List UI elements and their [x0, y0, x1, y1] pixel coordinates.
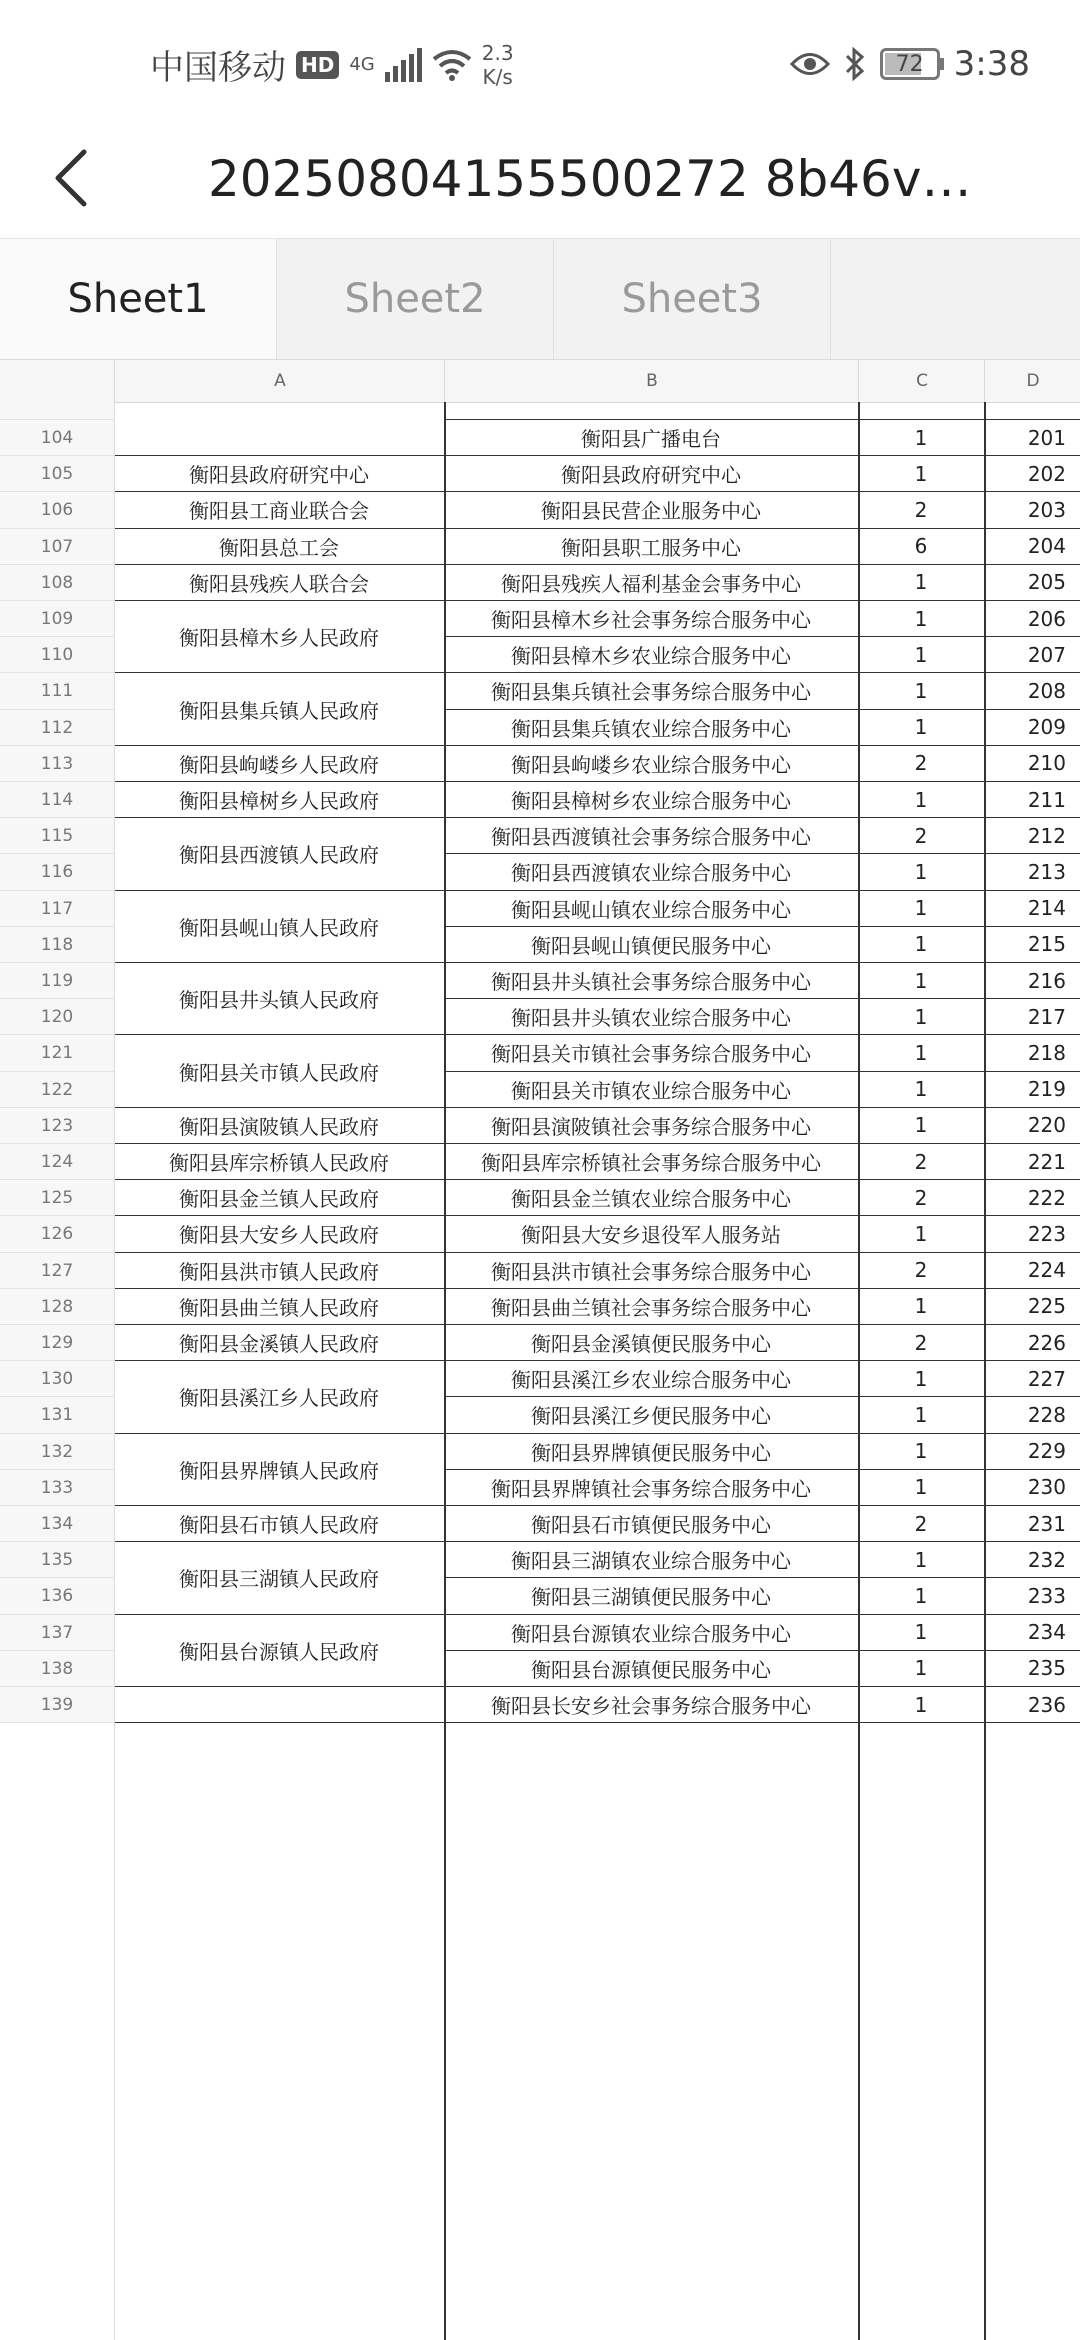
column-header-b[interactable]: B	[444, 360, 859, 402]
row-number[interactable]: 116	[0, 854, 114, 890]
column-header-c[interactable]: C	[858, 360, 985, 402]
table-cell-c[interactable]: 1	[858, 782, 984, 818]
merged-cell-a[interactable]: 衡阳县界牌镇人民政府	[114, 1434, 444, 1506]
table-cell-d[interactable]: 221	[984, 1144, 1080, 1180]
row-number[interactable]: 129	[0, 1325, 114, 1361]
merged-cell-a[interactable]: 衡阳县樟树乡人民政府	[114, 782, 444, 818]
table-cell-c[interactable]: 1	[858, 1542, 984, 1578]
table-cell-b[interactable]: 衡阳县政府研究中心	[444, 456, 858, 492]
battery-level: 72	[895, 51, 924, 77]
table-cell-b[interactable]: 衡阳县界牌镇便民服务中心	[444, 1434, 858, 1470]
merged-cell-a[interactable]: 衡阳县岘山镇人民政府	[114, 891, 444, 963]
table-cell-d[interactable]: 208	[984, 673, 1080, 709]
row-number[interactable]: 133	[0, 1470, 114, 1506]
row-number[interactable]: 132	[0, 1434, 114, 1470]
row-number[interactable]: 138	[0, 1651, 114, 1687]
row-number[interactable]: 125	[0, 1180, 114, 1216]
table-cell-b[interactable]: 衡阳县石市镇便民服务中心	[444, 1506, 858, 1542]
table-cell-c[interactable]: 2	[858, 1253, 984, 1289]
table-cell-b[interactable]: 衡阳县岣嵝乡农业综合服务中心	[444, 746, 858, 782]
table-cell-d[interactable]: 207	[984, 637, 1080, 673]
table-cell-b[interactable]: 衡阳县职工服务中心	[444, 529, 858, 565]
carrier-label: 中国移动	[150, 48, 286, 88]
table-cell-c[interactable]: 1	[858, 1578, 984, 1614]
row-number[interactable]: 104	[0, 420, 114, 456]
tab-sheet2[interactable]: Sheet2	[277, 239, 554, 359]
table-cell-b[interactable]	[444, 402, 858, 420]
status-bar	[0, 0, 1080, 120]
table-cell-d[interactable]: 211	[984, 782, 1080, 818]
table-cell-d[interactable]: 230	[984, 1470, 1080, 1506]
row-number[interactable]: 122	[0, 1072, 114, 1108]
gridline-b-left	[444, 402, 446, 2340]
table-cell-b[interactable]: 衡阳县台源镇便民服务中心	[444, 1651, 858, 1687]
table-cell-c[interactable]: 2	[858, 1144, 984, 1180]
row-number[interactable]: 119	[0, 963, 114, 999]
table-cell-c[interactable]: 1	[858, 1434, 984, 1470]
row-number[interactable]: 112	[0, 710, 114, 746]
wifi-icon	[432, 49, 472, 81]
row-number[interactable]: 124	[0, 1144, 114, 1180]
table-cell-c[interactable]: 1	[858, 1397, 984, 1433]
table-cell-d[interactable]: 205	[984, 565, 1080, 601]
table-cell-b[interactable]: 衡阳县金兰镇农业综合服务中心	[444, 1180, 858, 1216]
row-number[interactable]: 113	[0, 746, 114, 782]
table-cell-b[interactable]: 衡阳县三湖镇农业综合服务中心	[444, 1542, 858, 1578]
gridline-c-left	[858, 402, 860, 2340]
table-cell-b[interactable]: 衡阳县西渡镇社会事务综合服务中心	[444, 818, 858, 854]
row-number[interactable]: 105	[0, 456, 114, 492]
table-cell-b[interactable]: 衡阳县金溪镇便民服务中心	[444, 1325, 858, 1361]
corner-cell[interactable]	[0, 360, 114, 402]
merged-cell-a[interactable]: 衡阳县总工会	[114, 529, 444, 565]
table-cell-d[interactable]: 201	[984, 420, 1080, 456]
table-cell-c[interactable]: 1	[858, 710, 984, 746]
merged-cell-a[interactable]: 衡阳县集兵镇人民政府	[114, 673, 444, 745]
merged-cell-a[interactable]: 衡阳县樟木乡人民政府	[114, 601, 444, 673]
table-cell-d[interactable]: 217	[984, 999, 1080, 1035]
merged-cell-a[interactable]: 衡阳县溪江乡人民政府	[114, 1361, 444, 1433]
table-cell-b[interactable]: 衡阳县井头镇农业综合服务中心	[444, 999, 858, 1035]
table-cell-b[interactable]: 衡阳县樟木乡社会事务综合服务中心	[444, 601, 858, 637]
table-cell-b[interactable]: 衡阳县残疾人福利基金会事务中心	[444, 565, 858, 601]
table-cell-b[interactable]: 衡阳县集兵镇农业综合服务中心	[444, 710, 858, 746]
table-cell-c[interactable]: 1	[858, 999, 984, 1035]
table-cell-d[interactable]: 206	[984, 601, 1080, 637]
table-cell-c[interactable]: 2	[858, 1180, 984, 1216]
table-cell-b[interactable]: 衡阳县台源镇农业综合服务中心	[444, 1615, 858, 1651]
row-number[interactable]: 117	[0, 891, 114, 927]
battery-icon	[880, 48, 940, 80]
clock: 3:38	[953, 44, 1030, 84]
row-number[interactable]: 120	[0, 999, 114, 1035]
table-cell-d[interactable]: 218	[984, 1035, 1080, 1071]
table-cell-b[interactable]: 衡阳县民营企业服务中心	[444, 492, 858, 528]
table-cell-b[interactable]: 衡阳县溪江乡便民服务中心	[444, 1397, 858, 1433]
table-cell-d[interactable]: 213	[984, 854, 1080, 890]
table-cell-c[interactable]: 1	[858, 854, 984, 890]
column-header-row	[0, 360, 1080, 403]
merged-cell-a[interactable]: 衡阳县关市镇人民政府	[114, 1035, 444, 1107]
table-cell-b[interactable]: 衡阳县三湖镇便民服务中心	[444, 1578, 858, 1614]
merged-cell-a[interactable]: 衡阳县三湖镇人民政府	[114, 1542, 444, 1614]
table-cell-c[interactable]: 1	[858, 456, 984, 492]
table-cell-b[interactable]: 衡阳县关市镇农业综合服务中心	[444, 1072, 858, 1108]
table-cell-d[interactable]: 219	[984, 1072, 1080, 1108]
row-number[interactable]: 135	[0, 1542, 114, 1578]
net-speed	[482, 41, 514, 89]
table-cell-d[interactable]: 224	[984, 1253, 1080, 1289]
table-cell-b[interactable]: 衡阳县樟树乡农业综合服务中心	[444, 782, 858, 818]
file-title: 20250804155500272 8b46v…	[208, 150, 972, 208]
row-number[interactable]: 106	[0, 492, 114, 528]
row-number[interactable]: 107	[0, 529, 114, 565]
table-cell-d[interactable]: 220	[984, 1108, 1080, 1144]
row-number[interactable]: 130	[0, 1361, 114, 1397]
table-cell-d[interactable]: 226	[984, 1325, 1080, 1361]
table-cell-b[interactable]: 衡阳县樟木乡农业综合服务中心	[444, 637, 858, 673]
merged-cell-a[interactable]: 衡阳县井头镇人民政府	[114, 963, 444, 1035]
table-cell-d[interactable]: 203	[984, 492, 1080, 528]
row-number[interactable]: 134	[0, 1506, 114, 1542]
speed-unit: K/s	[482, 64, 513, 89]
hd-badge: HD	[296, 51, 339, 79]
table-cell-b[interactable]: 衡阳县大安乡退役军人服务站	[444, 1216, 858, 1252]
table-cell-c[interactable]: 2	[858, 818, 984, 854]
row-number[interactable]: 118	[0, 927, 114, 963]
table-cell-d[interactable]: 222	[984, 1180, 1080, 1216]
merged-cell-a[interactable]: 衡阳县石市镇人民政府	[114, 1506, 444, 1542]
table-cell-d[interactable]: 215	[984, 927, 1080, 963]
table-cell-d[interactable]: 202	[984, 456, 1080, 492]
gridline-a-left	[114, 402, 115, 2340]
merged-cell-a[interactable]	[114, 1687, 444, 1723]
table-cell-b[interactable]: 衡阳县关市镇社会事务综合服务中心	[444, 1035, 858, 1071]
table-cell-c[interactable]: 1	[858, 963, 984, 999]
table-cell-b[interactable]: 衡阳县洪市镇社会事务综合服务中心	[444, 1253, 858, 1289]
row-number[interactable]: 111	[0, 673, 114, 709]
bluetooth-icon	[844, 47, 866, 81]
table-cell-b[interactable]: 衡阳县集兵镇社会事务综合服务中心	[444, 673, 858, 709]
table-cell-c[interactable]: 1	[858, 891, 984, 927]
row-number[interactable]: 108	[0, 565, 114, 601]
table-cell-c[interactable]: 1	[858, 637, 984, 673]
tab-sheet3[interactable]: Sheet3	[554, 239, 831, 359]
table-cell-c[interactable]: 2	[858, 1506, 984, 1542]
row-number[interactable]: 131	[0, 1397, 114, 1433]
merged-cell-a[interactable]: 衡阳县工商业联合会	[114, 492, 444, 528]
table-cell-c[interactable]: 1	[858, 1361, 984, 1397]
table-cell-c[interactable]: 6	[858, 529, 984, 565]
tab-sheet1[interactable]: Sheet1	[0, 239, 277, 359]
app-header	[0, 120, 1080, 239]
table-cell-c[interactable]: 2	[858, 1325, 984, 1361]
merged-cell-a[interactable]: 衡阳县西渡镇人民政府	[114, 818, 444, 890]
row-number[interactable]: 128	[0, 1289, 114, 1325]
table-cell-d[interactable]: 235	[984, 1651, 1080, 1687]
table-cell-d[interactable]: 234	[984, 1615, 1080, 1651]
eye-icon	[790, 51, 830, 77]
table-cell-b[interactable]: 衡阳县岘山镇便民服务中心	[444, 927, 858, 963]
row-number[interactable]: 139	[0, 1687, 114, 1723]
row-number[interactable]: 115	[0, 818, 114, 854]
row-number[interactable]	[0, 402, 114, 420]
row-number[interactable]: 110	[0, 637, 114, 673]
row-number[interactable]: 121	[0, 1035, 114, 1071]
table-cell-d[interactable]: 210	[984, 746, 1080, 782]
merged-cell-a[interactable]: 衡阳县曲兰镇人民政府	[114, 1289, 444, 1325]
table-cell-d[interactable]: 204	[984, 529, 1080, 565]
merged-cell-a[interactable]: 衡阳县演陂镇人民政府	[114, 1108, 444, 1144]
merged-cell-a[interactable]: 衡阳县台源镇人民政府	[114, 1615, 444, 1687]
table-cell-d[interactable]	[984, 402, 1080, 420]
merged-cell-a[interactable]	[114, 420, 444, 456]
table-cell-d[interactable]: 225	[984, 1289, 1080, 1325]
row-number[interactable]: 137	[0, 1615, 114, 1651]
table-cell-c[interactable]: 1	[858, 1108, 984, 1144]
gridline-d-left	[984, 402, 986, 2340]
table-cell-d[interactable]: 231	[984, 1506, 1080, 1542]
table-cell-c[interactable]: 2	[858, 492, 984, 528]
table-cell-c[interactable]: 1	[858, 673, 984, 709]
spreadsheet-grid[interactable]	[0, 402, 1080, 2340]
table-cell-c[interactable]: 1	[858, 420, 984, 456]
table-cell-d[interactable]: 216	[984, 963, 1080, 999]
table-cell-c[interactable]: 1	[858, 565, 984, 601]
table-cell-d[interactable]: 209	[984, 710, 1080, 746]
row-number[interactable]: 127	[0, 1253, 114, 1289]
table-cell-b[interactable]: 衡阳县西渡镇农业综合服务中心	[444, 854, 858, 890]
table-cell-b[interactable]: 衡阳县广播电台	[444, 420, 858, 456]
table-cell-c[interactable]: 1	[858, 1072, 984, 1108]
table-cell-c[interactable]: 1	[858, 601, 984, 637]
table-cell-b[interactable]: 衡阳县界牌镇社会事务综合服务中心	[444, 1470, 858, 1506]
merged-cell-a[interactable]: 衡阳县洪市镇人民政府	[114, 1253, 444, 1289]
table-cell-c[interactable]: 1	[858, 1035, 984, 1071]
row-number[interactable]: 123	[0, 1108, 114, 1144]
merged-cell-a[interactable]: 衡阳县金兰镇人民政府	[114, 1180, 444, 1216]
table-cell-b[interactable]: 衡阳县井头镇社会事务综合服务中心	[444, 963, 858, 999]
column-header-a[interactable]: A	[114, 360, 445, 402]
table-cell-b[interactable]: 衡阳县演陂镇社会事务综合服务中心	[444, 1108, 858, 1144]
table-cell-c[interactable]: 1	[858, 1651, 984, 1687]
sheet-tabs	[0, 239, 1080, 360]
merged-cell-a[interactable]: 衡阳县岣嵝乡人民政府	[114, 746, 444, 782]
table-cell-c[interactable]: 1	[858, 1687, 984, 1723]
table-cell-d[interactable]: 227	[984, 1361, 1080, 1397]
signal-icon	[385, 48, 422, 82]
table-cell-d[interactable]: 214	[984, 891, 1080, 927]
table-cell-b[interactable]: 衡阳县长安乡社会事务综合服务中心	[444, 1687, 858, 1723]
speed-value: 2.3	[481, 40, 514, 65]
status-right	[790, 44, 1030, 84]
row-number[interactable]: 109	[0, 601, 114, 637]
row-number[interactable]: 126	[0, 1216, 114, 1252]
table-cell-c[interactable]: 1	[858, 1615, 984, 1651]
table-cell-c[interactable]: 1	[858, 1289, 984, 1325]
merged-cell-a[interactable]: 衡阳县残疾人联合会	[114, 565, 444, 601]
status-left	[150, 40, 514, 89]
table-cell-d[interactable]: 228	[984, 1397, 1080, 1433]
table-cell-c[interactable]: 1	[858, 1470, 984, 1506]
network-type: 4G	[349, 53, 375, 75]
table-cell-d[interactable]: 229	[984, 1434, 1080, 1470]
merged-cell-a[interactable]: 衡阳县大安乡人民政府	[114, 1216, 444, 1252]
table-cell-d[interactable]: 236	[984, 1687, 1080, 1723]
table-cell-d[interactable]: 232	[984, 1542, 1080, 1578]
merged-cell-a[interactable]: 衡阳县政府研究中心	[114, 456, 444, 492]
table-cell-b[interactable]: 衡阳县岘山镇农业综合服务中心	[444, 891, 858, 927]
row-number[interactable]: 114	[0, 782, 114, 818]
table-cell-d[interactable]: 233	[984, 1578, 1080, 1614]
back-arrow-icon[interactable]	[48, 148, 98, 208]
merged-cell-a[interactable]: 衡阳县金溪镇人民政府	[114, 1325, 444, 1361]
table-cell-c[interactable]: 2	[858, 746, 984, 782]
table-cell-d[interactable]: 212	[984, 818, 1080, 854]
table-cell-c[interactable]: 1	[858, 1216, 984, 1252]
table-cell-c[interactable]: 1	[858, 927, 984, 963]
table-cell-b[interactable]: 衡阳县库宗桥镇社会事务综合服务中心	[444, 1144, 858, 1180]
column-header-d[interactable]: D	[984, 360, 1080, 402]
table-cell-b[interactable]: 衡阳县溪江乡农业综合服务中心	[444, 1361, 858, 1397]
table-cell-d[interactable]: 223	[984, 1216, 1080, 1252]
row-number[interactable]: 136	[0, 1578, 114, 1614]
table-cell-b[interactable]: 衡阳县曲兰镇社会事务综合服务中心	[444, 1289, 858, 1325]
table-cell-c[interactable]	[858, 402, 984, 420]
merged-cell-a[interactable]: 衡阳县库宗桥镇人民政府	[114, 1144, 444, 1180]
